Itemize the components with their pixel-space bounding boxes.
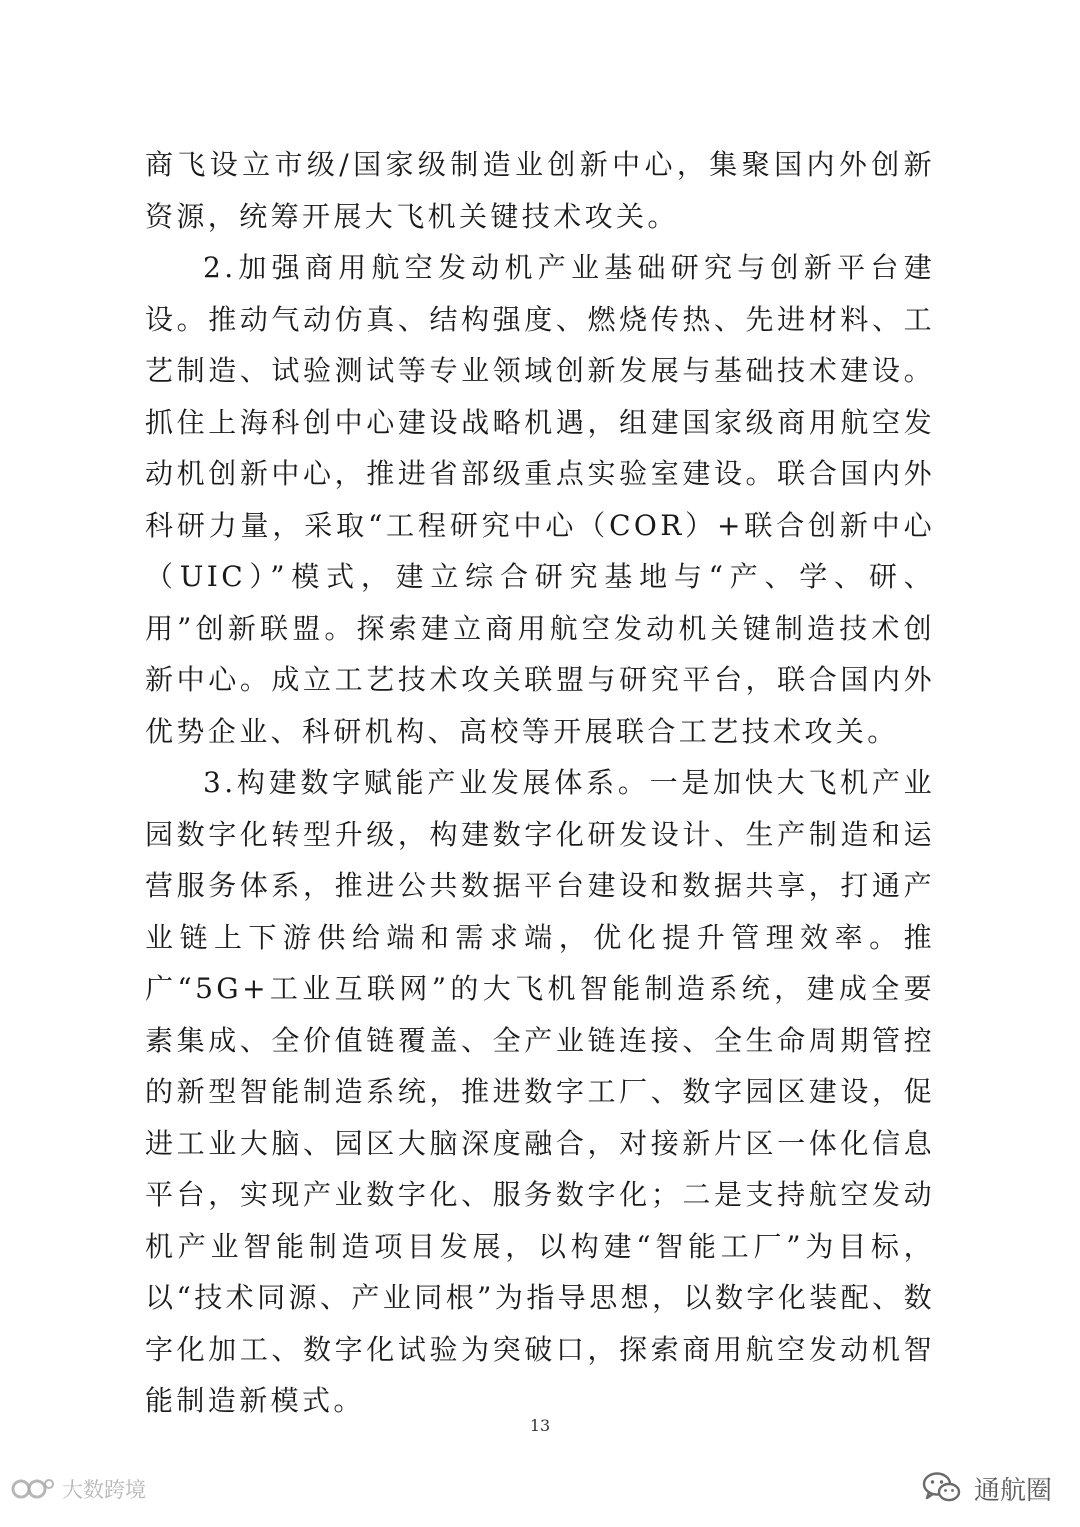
paragraph-2: 2.加强商用航空发动机产业基础研究与创新平台建设。推动气动仿真、结构强度、燃烧传热、先进材料、工艺制造、试验测试等专业领域创新发展与基础技术建设。抓住上海科创中心建设战略机遇，组建国家级商用航空发动机创新中心，推进省部级重点实验室建设。联合国内外科研力量，采取“工程研究中心（COR）+联合创新中心（UIC）”模式，建立综合研究基地与“产、学、研、用”创新联盟。探索建立商用航空发动机关键制造技术创新中心。成立工艺技术攻关联盟与研究平台，联合国内外优势企业、科研机构、高校等开展联合工艺技术攻关。 [145,251,935,748]
watermark-left-text: 大数跨境 [62,1478,146,1502]
wechat-icon [922,1471,962,1505]
page-number: 13 [529,1416,551,1435]
vcg-logo-icon [10,1475,56,1503]
paragraph-1: 商飞设立市级/国家级制造业创新中心，集聚国内外创新资源，统筹开展大飞机关键技术攻关。 [145,148,935,233]
watermark-left [10,1472,146,1506]
watermark-right-text: 通航圈 [973,1475,1052,1506]
watermark-right [922,1468,1052,1508]
paragraph-3: 3.构建数字赋能产业发展体系。一是加快大飞机产业园数字化转型升级，构建数字化研发设计、生产制造和运营服务体系，推进公共数据平台建设和数据共享，打通产业链上下游供给端和需求端，优化提升管理效率。推广“5G+工业互联网”的大飞机智能制造系统，建成全要素集成、全价值链覆盖、全产业链连接、全生命周期管控的新型智能制造系统，推进数字工厂、数字园区建设，促进工业大脑、园区大脑深度融合，对接新片区一体化信息平台，实现产业数字化、服务数字化；二是支持航空发动机产业智能制造项目发展，以构建“智能工厂”为目标，以“技术同源、产业同根”为指导思想，以数字化装配、数字化加工、数字化试验为突破口，探索商用航空发动机智能制造新模式。 [145,766,935,1417]
body-text [145,139,935,1427]
